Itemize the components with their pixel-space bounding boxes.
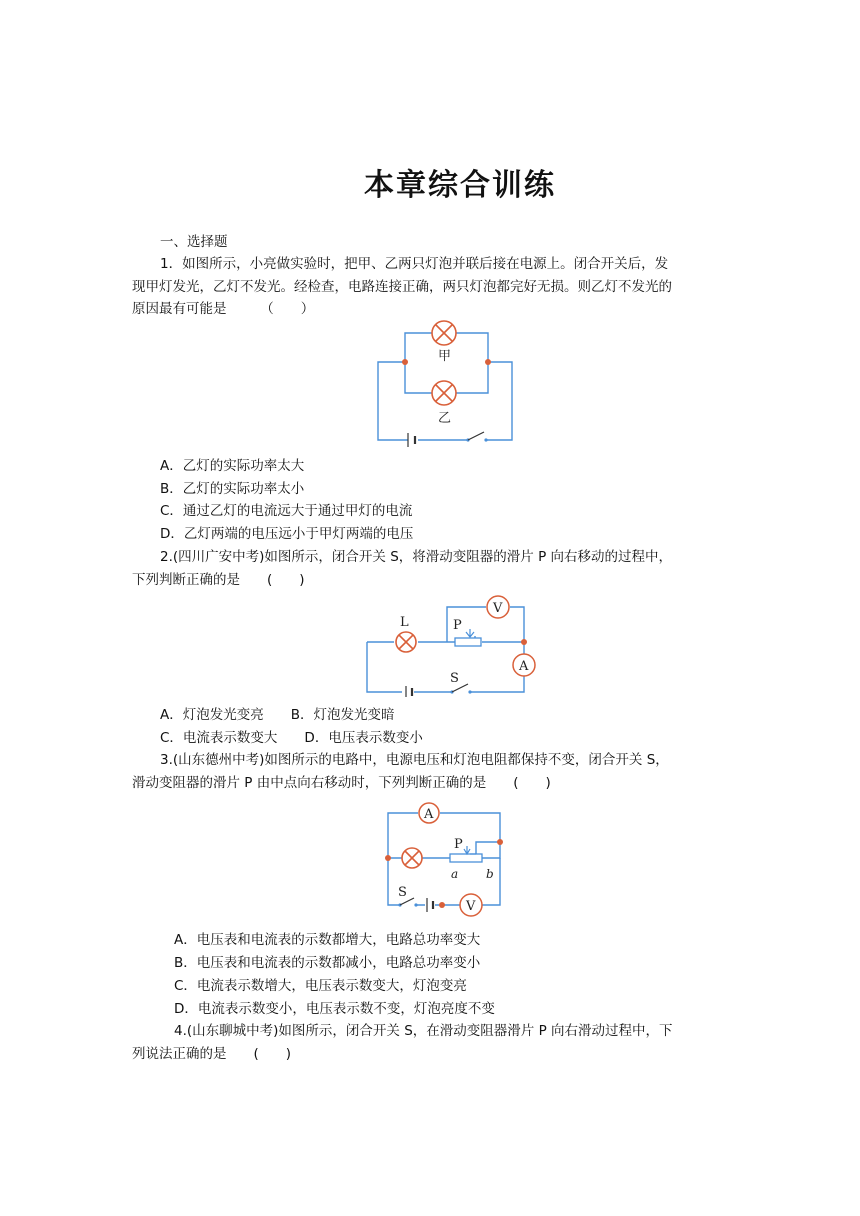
q3-battery-symbol (427, 898, 433, 912)
q2-voltmeter-label: V (493, 601, 503, 616)
q3-ammeter-label: A (424, 807, 434, 822)
q3-lamp (402, 848, 422, 868)
q1-text-line-1: 1．如图所示，小亮做实验时，把甲、乙两只灯泡并联后接在电源上。闭合开关后，发 (160, 256, 669, 272)
q1-lamp-yi-label: 乙 (438, 411, 452, 426)
q1-lamp-jia (432, 321, 456, 345)
q1-lamp-yi (432, 381, 456, 405)
q3-junction-left (385, 855, 391, 861)
q2-slider-arrow (466, 629, 474, 637)
q1-text-line-3: 原因最有可能是 （ ） (132, 301, 315, 317)
q2-circuit-diagram (362, 592, 542, 697)
q1-option-a: A．乙灯的实际功率太大 (160, 458, 305, 474)
q1-text-line-2: 现甲灯发光，乙灯不发光。经检查，电路连接正确，两只灯泡都完好无损。则乙灯不发光的 (132, 279, 672, 295)
q3-slider-arrow (464, 846, 476, 854)
q1-battery-symbol (408, 433, 415, 447)
q1-junction-left (402, 359, 408, 365)
q3-option-b: B．电压表和电流表的示数都减小，电路总功率变小 (174, 955, 481, 971)
q3-ammeter (419, 803, 439, 823)
q2-options-row-2: C．电流表示数变大 D．电压表示数变小 (160, 730, 423, 746)
q2-battery-symbol (406, 686, 412, 697)
q1-switch-symbol (466, 432, 487, 442)
q3-option-d: D．电流表示数变小，电压表示数不变，灯泡亮度不变 (174, 1001, 495, 1017)
q2-slider-label: P (453, 618, 462, 633)
page-title: 本章综合训练 (364, 168, 556, 203)
q4-text-line-1: 4.(山东聊城中考)如图所示，闭合开关 S，在滑动变阻器滑片 P 向右滑动过程中，下 (174, 1023, 673, 1039)
q3-rheostat (450, 854, 482, 862)
q2-bottom-wire (367, 642, 524, 692)
q2-junction (521, 639, 527, 645)
section-heading: 一、选择题 (160, 234, 228, 250)
q2-rheostat (455, 638, 481, 646)
q2-options-row-1: A．灯泡发光变亮 B．灯泡发光变暗 (160, 707, 395, 723)
q2-switch-label: S (450, 671, 459, 686)
q2-text-line-1: 2.(四川广安中考)如图所示，闭合开关 S，将滑动变阻器的滑片 P 向右移动的过程中， (160, 549, 672, 565)
q1-circuit-diagram (370, 318, 520, 448)
q2-ammeter (513, 654, 535, 676)
q1-lamp-jia-label: 甲 (438, 349, 452, 364)
q3-switch-label: S (398, 885, 407, 900)
q3-text-line-1: 3.(山东德州中考)如图所示的电路中，电源电压和灯泡电阻都保持不变，闭合开关 S， (160, 752, 669, 768)
q3-option-a: A．电压表和电流表的示数都增大，电路总功率变大 (174, 932, 481, 948)
q1-option-c: C．通过乙灯的电流远大于通过甲灯的电流 (160, 503, 413, 519)
q3-end-b-label: b (486, 867, 494, 881)
q1-option-b: B．乙灯的实际功率太小 (160, 481, 305, 497)
q3-slider-label: P (454, 837, 463, 852)
q4-text-line-2: 列说法正确的是 ( ) (132, 1046, 292, 1062)
q2-top-wire (367, 642, 524, 654)
q3-option-c: C．电流表示数增大，电压表示数变大，灯泡变亮 (174, 978, 467, 994)
q3-text-line-2: 滑动变阻器的滑片 P 由中点向右移动时，下列判断正确的是 ( ) (132, 775, 551, 791)
q2-ammeter-label: A (519, 659, 529, 674)
q3-end-a-label: a (451, 867, 459, 881)
q3-junction-right (497, 839, 503, 845)
q2-lamp (396, 632, 416, 652)
q1-option-d: D．乙灯两端的电压远小于甲灯两端的电压 (160, 526, 414, 542)
q3-circuit-diagram (380, 800, 510, 925)
q2-lamp-label: L (400, 615, 409, 630)
q3-voltmeter-label: V (466, 899, 476, 914)
q2-voltmeter (487, 596, 509, 618)
q2-text-line-2: 下列判断正确的是 ( ) (132, 572, 305, 588)
q3-junction-bottom (439, 902, 445, 908)
q1-junction-right (485, 359, 491, 365)
q3-voltmeter (460, 894, 482, 916)
